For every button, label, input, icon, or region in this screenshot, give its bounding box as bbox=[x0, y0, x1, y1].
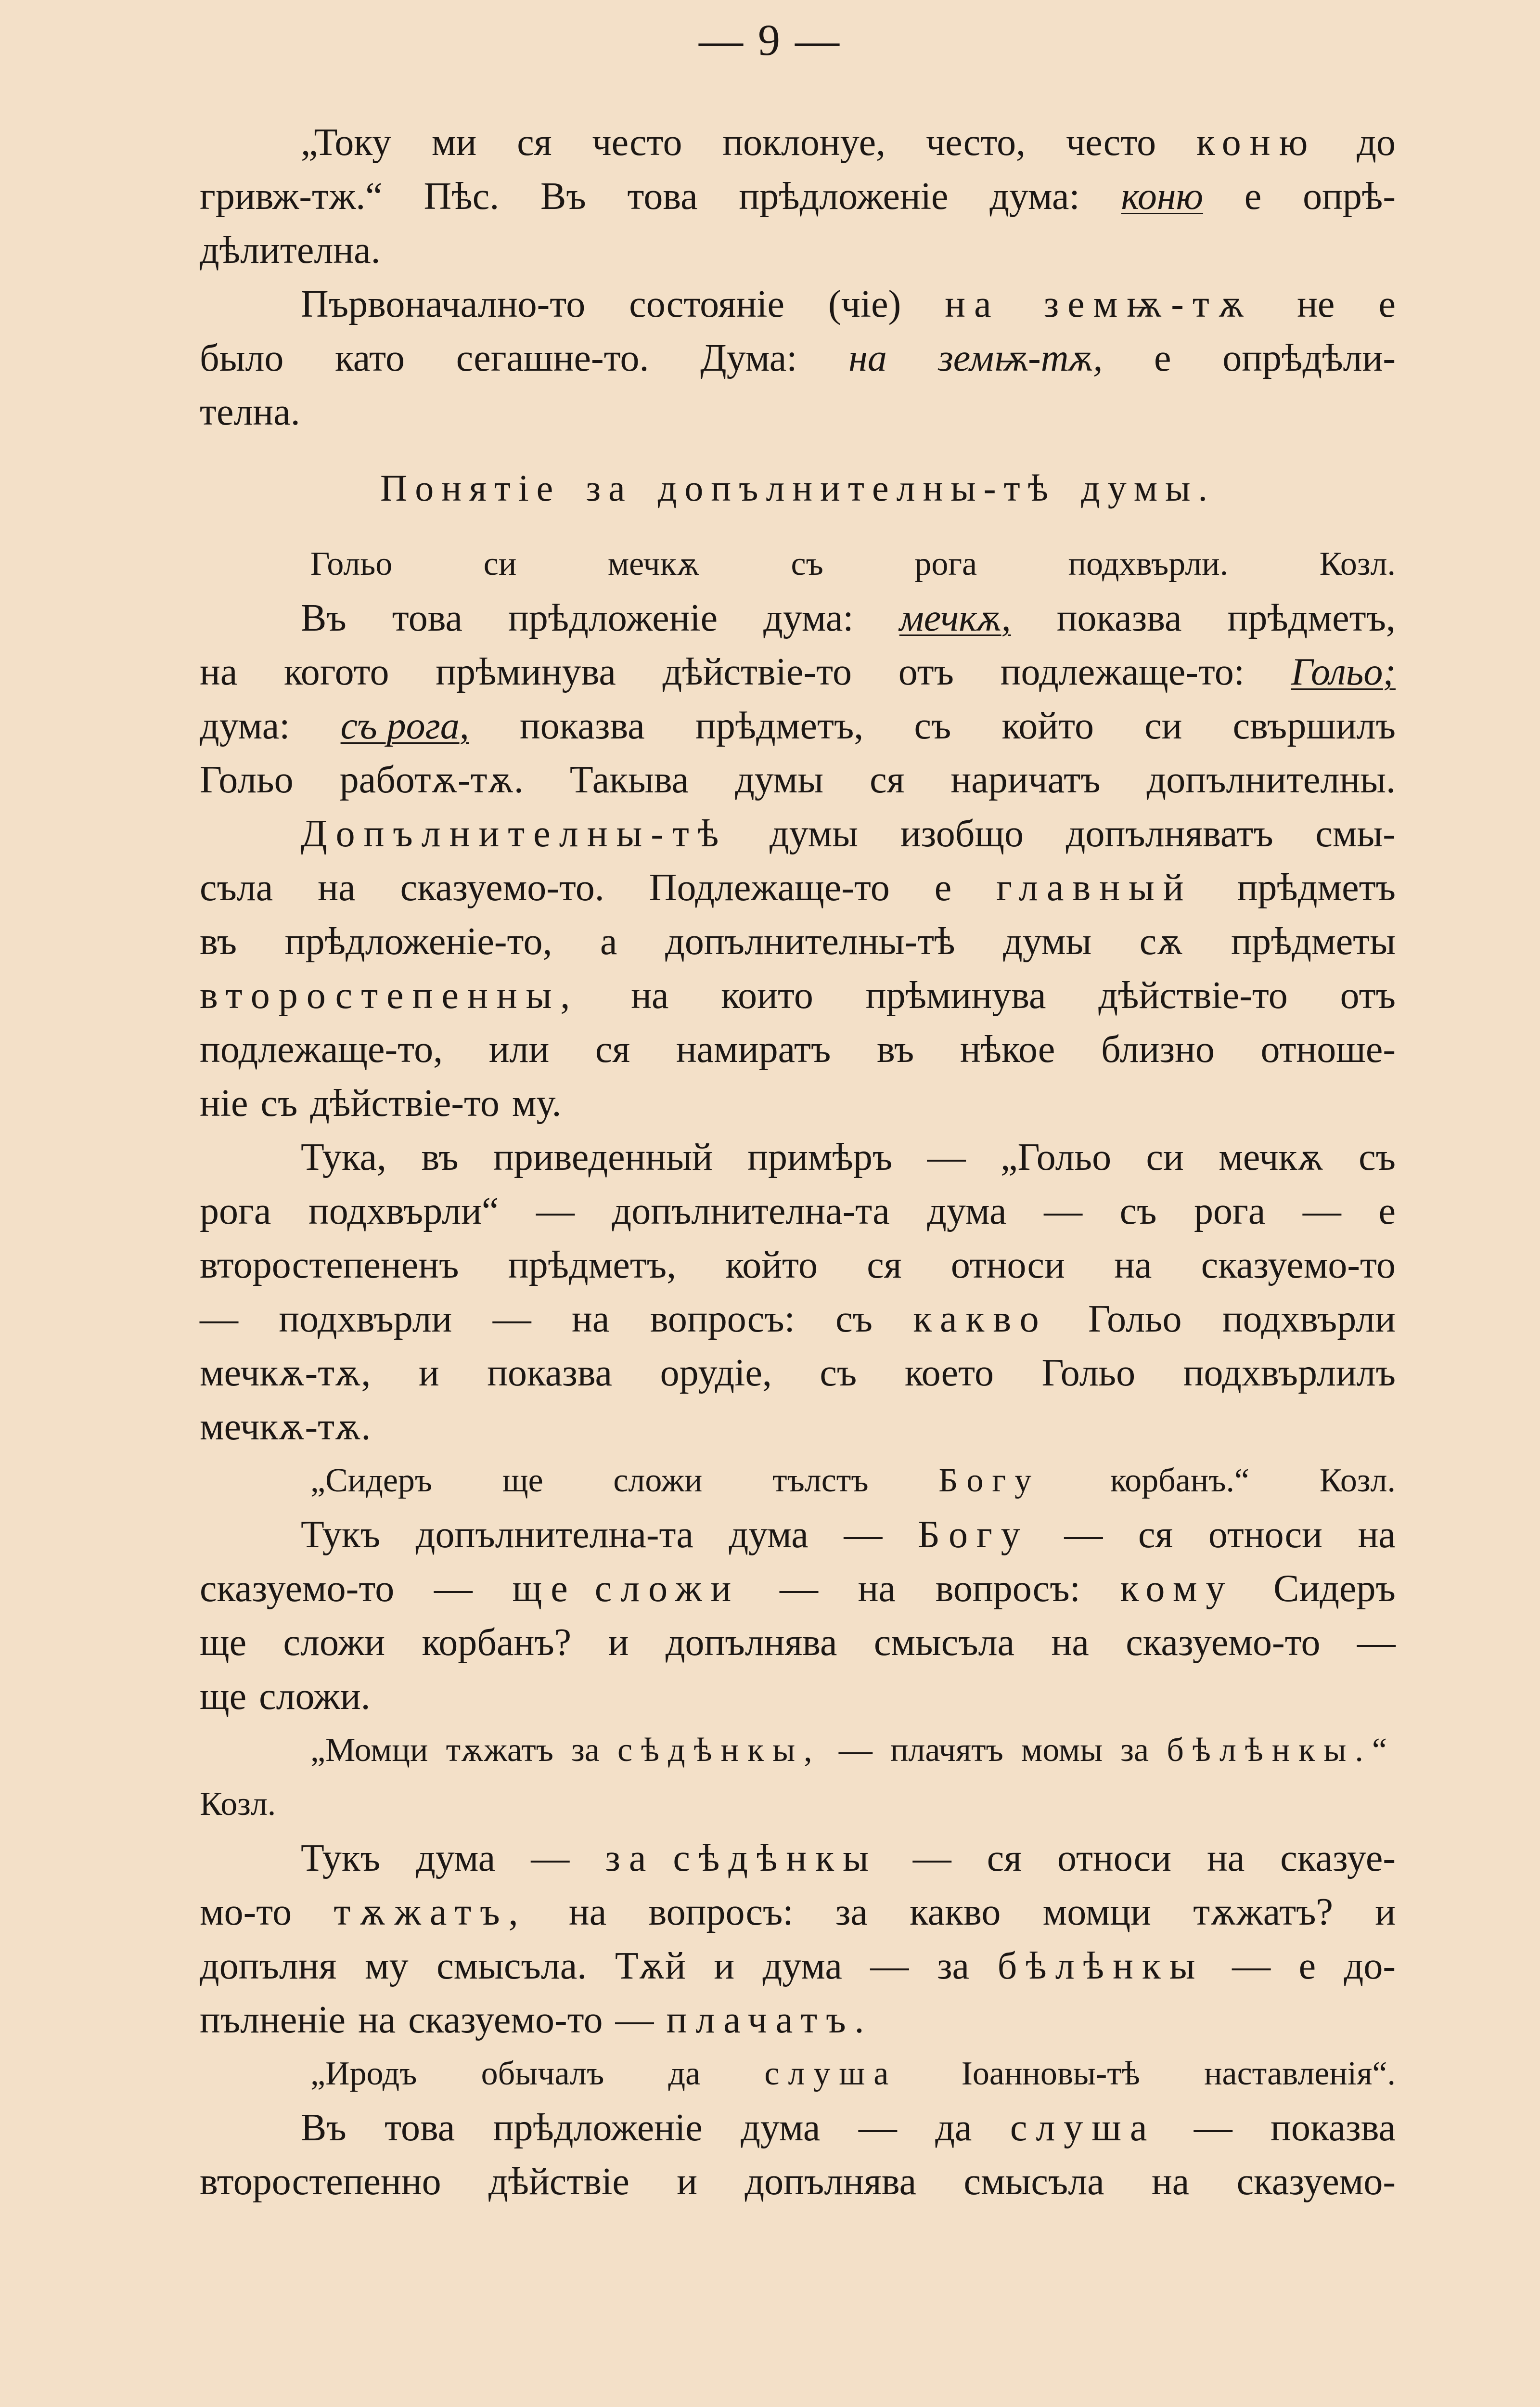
text-line bbox=[200, 2101, 1396, 2155]
word: си bbox=[1146, 1136, 1184, 1178]
word: — bbox=[844, 1514, 883, 1556]
word: коню bbox=[1196, 121, 1317, 164]
word: е bbox=[1154, 337, 1171, 379]
text-line bbox=[200, 1076, 1396, 1130]
text-line bbox=[200, 2155, 1396, 2209]
word: ся bbox=[1138, 1514, 1173, 1556]
text-line bbox=[200, 116, 1396, 169]
word: „Сидеръ bbox=[310, 1462, 433, 1499]
word: подхвърли“ bbox=[308, 1190, 499, 1232]
word: прѣдложеніе bbox=[739, 175, 949, 218]
word: поклонуе, bbox=[722, 121, 886, 164]
word: за bbox=[1120, 1732, 1149, 1769]
word: Гольо bbox=[310, 545, 393, 582]
word: Въ bbox=[540, 175, 586, 218]
word: — bbox=[492, 1298, 531, 1340]
word: Допълнителны-тѣ bbox=[301, 813, 728, 855]
word: сѣдѣнкы, bbox=[617, 1732, 821, 1769]
word: Подлежаще-то bbox=[649, 867, 890, 909]
word: — bbox=[1044, 1190, 1083, 1232]
word: „Току bbox=[301, 121, 392, 164]
word: примѣръ bbox=[747, 1136, 893, 1178]
word: съ bbox=[791, 545, 823, 582]
word: свършилъ bbox=[1232, 705, 1396, 747]
word: отноше- bbox=[1260, 1028, 1396, 1071]
word: изобщо bbox=[900, 813, 1024, 855]
word: Тукъ bbox=[301, 1837, 381, 1879]
word: до- bbox=[1344, 1945, 1396, 1987]
word: сложи bbox=[283, 1621, 385, 1664]
word: мечкѫ, bbox=[899, 597, 1011, 639]
word: който bbox=[725, 1244, 818, 1286]
word: какво bbox=[913, 1298, 1048, 1340]
text-line bbox=[200, 591, 1396, 645]
text-line bbox=[200, 969, 1396, 1022]
word: прѣминува bbox=[436, 651, 616, 693]
word: (чіе) bbox=[828, 283, 901, 325]
word: ся bbox=[595, 1028, 630, 1071]
page-number: — 9 — bbox=[699, 15, 841, 65]
word: второстепенно bbox=[200, 2161, 441, 2203]
word: му. bbox=[512, 1082, 562, 1125]
word: Пѣс. bbox=[424, 175, 500, 218]
word: ще bbox=[200, 1621, 247, 1664]
word: пълненіе bbox=[200, 1999, 346, 2041]
text-line bbox=[200, 1022, 1396, 1076]
word: опрѣдѣли- bbox=[1222, 337, 1396, 379]
word: второстепенны, bbox=[200, 974, 579, 1017]
word: — bbox=[1302, 1190, 1341, 1232]
word: на bbox=[568, 1891, 607, 1933]
word: сказуемо-то bbox=[1126, 1621, 1321, 1664]
text-line bbox=[200, 807, 1396, 861]
word: на bbox=[631, 974, 669, 1017]
word: допълнява bbox=[665, 1621, 837, 1664]
text-line bbox=[200, 1723, 1396, 1777]
word: наричатъ bbox=[950, 759, 1101, 801]
word: — bbox=[1232, 1945, 1271, 1987]
word: е bbox=[1378, 1190, 1396, 1232]
word: съ bbox=[260, 1082, 298, 1125]
word: съ bbox=[914, 705, 951, 747]
word: допълняватъ bbox=[1065, 813, 1273, 855]
word: опрѣ- bbox=[1303, 175, 1396, 218]
word: главный bbox=[996, 867, 1193, 909]
word: было bbox=[200, 337, 284, 379]
word: — bbox=[779, 1567, 818, 1610]
word: на bbox=[572, 1298, 610, 1340]
text-line bbox=[200, 1669, 1396, 1723]
word: — bbox=[1194, 2107, 1232, 2149]
text-line bbox=[200, 1616, 1396, 1669]
word: на bbox=[200, 651, 238, 693]
word: Богу bbox=[938, 1462, 1040, 1499]
word: Козл. bbox=[1319, 545, 1396, 582]
text-line bbox=[200, 1400, 1396, 1454]
word: прѣдложеніе bbox=[508, 597, 718, 639]
word: на bbox=[945, 283, 1000, 325]
word: подхвърли bbox=[1222, 1298, 1396, 1340]
word: мечкѫ bbox=[1219, 1136, 1324, 1178]
word: мечкѫ bbox=[607, 545, 700, 582]
word: за bbox=[571, 1732, 600, 1769]
word: относи bbox=[950, 1244, 1065, 1286]
word: често bbox=[1066, 121, 1156, 164]
word: коню bbox=[1121, 175, 1204, 218]
word: гривж-тж.“ bbox=[200, 175, 383, 218]
text-line bbox=[200, 2047, 1396, 2101]
word: сказуемо-то bbox=[408, 1999, 603, 2041]
word: въ bbox=[421, 1136, 459, 1178]
text-line bbox=[200, 861, 1396, 915]
word: Понятіе bbox=[380, 467, 561, 509]
word: момы bbox=[1021, 1732, 1103, 1769]
word: показва bbox=[519, 705, 645, 747]
word: думы bbox=[770, 813, 859, 855]
word: му bbox=[364, 1945, 409, 1987]
word: — bbox=[838, 1732, 873, 1769]
word: ще bbox=[502, 1462, 543, 1499]
word: си bbox=[483, 545, 517, 582]
word: прѣдложеніе bbox=[493, 2107, 703, 2149]
word: плачятъ bbox=[890, 1732, 1003, 1769]
word: е bbox=[1244, 175, 1262, 218]
word: дѣйствіе-то bbox=[310, 1082, 500, 1125]
word: корбанъ? bbox=[422, 1621, 572, 1664]
word: тѫжатъ, bbox=[334, 1891, 527, 1933]
word: рога bbox=[914, 545, 977, 582]
word: ся bbox=[867, 1244, 902, 1286]
word: и bbox=[714, 1945, 735, 1987]
word: ся bbox=[517, 121, 552, 164]
word: въ bbox=[877, 1028, 914, 1071]
word: не bbox=[1297, 283, 1335, 325]
word: показва bbox=[1270, 2107, 1396, 2149]
word: когото bbox=[284, 651, 389, 693]
word: нѣкое bbox=[960, 1028, 1055, 1071]
word: мечкѫ-тѫ. bbox=[200, 1406, 371, 1448]
word: тѫжатъ? bbox=[1193, 1891, 1333, 1933]
word: съ bbox=[1359, 1136, 1396, 1178]
text-line bbox=[200, 1346, 1396, 1400]
word: смы- bbox=[1315, 813, 1396, 855]
word: дѣйствіе-то bbox=[1098, 974, 1288, 1017]
word: ми bbox=[431, 121, 477, 164]
word: което bbox=[904, 1352, 994, 1394]
word: за bbox=[586, 467, 633, 509]
word: момци bbox=[1042, 1891, 1151, 1933]
word: на bbox=[358, 1999, 396, 2041]
word: рога bbox=[200, 1190, 271, 1232]
word: Тукъ bbox=[301, 1514, 381, 1556]
word: — bbox=[536, 1190, 575, 1232]
text-line bbox=[200, 223, 1396, 277]
text-line bbox=[200, 1292, 1396, 1346]
word: — bbox=[1064, 1514, 1103, 1556]
word: телна. bbox=[200, 391, 300, 433]
word: — bbox=[870, 1945, 909, 1987]
word: близно bbox=[1101, 1028, 1215, 1071]
word: допълнява bbox=[744, 2161, 917, 2203]
text-line bbox=[200, 699, 1396, 753]
word: состояніе bbox=[629, 283, 784, 325]
text-line bbox=[200, 277, 1396, 331]
word: дѣлителна. bbox=[200, 229, 381, 272]
word: съ рога, bbox=[340, 705, 469, 747]
word: плачатъ. bbox=[666, 1999, 873, 2041]
word: Тѫй bbox=[615, 1945, 686, 1987]
word: прѣдметы bbox=[1231, 920, 1396, 963]
word: това bbox=[385, 2107, 455, 2149]
word: смысъла bbox=[873, 1621, 1015, 1664]
word: земѭ-тѫ, bbox=[938, 337, 1103, 379]
word: е bbox=[934, 867, 952, 909]
word: дѣйствіе bbox=[488, 2161, 629, 2203]
word: Козл. bbox=[200, 1786, 276, 1823]
word: често bbox=[592, 121, 682, 164]
word: на bbox=[1207, 1837, 1245, 1879]
word: намиратъ bbox=[676, 1028, 831, 1071]
word: прѣдметъ, bbox=[508, 1244, 677, 1286]
word: орудіе, bbox=[660, 1352, 772, 1394]
text-line bbox=[200, 385, 1396, 439]
word: смысъла. bbox=[436, 1945, 587, 1987]
word: сказуемо-то. bbox=[400, 867, 604, 909]
word: дума: bbox=[200, 705, 290, 747]
text-line bbox=[200, 1831, 1396, 1885]
text-line bbox=[200, 1885, 1396, 1939]
word: на bbox=[848, 337, 887, 379]
word: на bbox=[1051, 1621, 1089, 1664]
word: и bbox=[677, 2161, 698, 2203]
word: какво bbox=[910, 1891, 1001, 1933]
word: вопросъ: bbox=[648, 1891, 794, 1933]
word: на bbox=[318, 867, 356, 909]
word: допълня bbox=[200, 1945, 337, 1987]
text-line bbox=[200, 1454, 1396, 1508]
word: земѭ-тѫ bbox=[1043, 283, 1254, 325]
word: прѣдложеніе-то, bbox=[284, 920, 552, 963]
word: сегашне-то. bbox=[456, 337, 649, 379]
word: или bbox=[488, 1028, 550, 1071]
word: като bbox=[335, 337, 405, 379]
word: на bbox=[1358, 1514, 1396, 1556]
word: съ bbox=[820, 1352, 857, 1394]
word: ще сложи bbox=[512, 1567, 740, 1610]
word: — bbox=[531, 1837, 570, 1879]
word: — bbox=[858, 2107, 897, 2149]
word: за bbox=[835, 1891, 868, 1933]
word: ще bbox=[200, 1675, 247, 1718]
body-text bbox=[200, 116, 1396, 2209]
word: и bbox=[418, 1352, 439, 1394]
word: дума bbox=[741, 2107, 821, 2149]
word: дума bbox=[729, 1514, 808, 1556]
word: Въ bbox=[301, 597, 346, 639]
word: често, bbox=[926, 121, 1026, 164]
word: допълнителна-та bbox=[612, 1190, 890, 1232]
word: относи bbox=[1057, 1837, 1172, 1879]
word: мо-то bbox=[200, 1891, 292, 1933]
word: за сѣдѣнкы bbox=[605, 1837, 877, 1879]
word: подлежаще-то: bbox=[1000, 651, 1245, 693]
word: дума: bbox=[763, 597, 854, 639]
word: прѣдметъ bbox=[1237, 867, 1396, 909]
word: мечкѫ-тѫ, bbox=[200, 1352, 371, 1394]
word: думы bbox=[735, 759, 824, 801]
word: „Гольо bbox=[1001, 1136, 1112, 1178]
word: показва bbox=[487, 1352, 613, 1394]
text-line bbox=[200, 537, 1396, 591]
word: Гольо; bbox=[1291, 651, 1396, 693]
word: ся bbox=[870, 759, 905, 801]
word: тълстъ bbox=[772, 1462, 869, 1499]
word: Іоанновы-тѣ bbox=[961, 2055, 1140, 2092]
word: вопросъ: bbox=[935, 1567, 1080, 1610]
word: Богу bbox=[918, 1514, 1029, 1556]
word: — bbox=[615, 1999, 654, 2041]
word: които bbox=[721, 974, 813, 1017]
word: съла bbox=[200, 867, 273, 909]
word: рога bbox=[1194, 1190, 1266, 1232]
word: това bbox=[627, 175, 698, 218]
word: отъ bbox=[898, 651, 954, 693]
word: слуша bbox=[764, 2055, 898, 2092]
word: относи bbox=[1208, 1514, 1322, 1556]
word: Гольо bbox=[1041, 1352, 1136, 1394]
word: Дума: bbox=[700, 337, 797, 379]
word: приведенный bbox=[493, 1136, 713, 1178]
word: сложи. bbox=[259, 1675, 371, 1718]
word: да bbox=[668, 2055, 701, 2092]
word: прѣдметъ, bbox=[1227, 597, 1396, 639]
word: — bbox=[927, 1136, 966, 1178]
word: „Момци bbox=[310, 1732, 428, 1769]
word: който bbox=[1001, 705, 1094, 747]
word: на bbox=[1114, 1244, 1152, 1286]
text-line bbox=[200, 1130, 1396, 1184]
word: вопросъ: bbox=[650, 1298, 795, 1340]
word: отъ bbox=[1340, 974, 1396, 1017]
word: дума bbox=[762, 1945, 842, 1987]
word: и bbox=[1375, 1891, 1396, 1933]
word: слуша bbox=[1010, 2107, 1156, 2149]
word: — bbox=[434, 1567, 473, 1610]
word: бѣлѣнкы bbox=[997, 1945, 1204, 1987]
word: прѣдметъ, bbox=[695, 705, 864, 747]
word: е bbox=[1298, 1945, 1316, 1987]
word: Въ bbox=[301, 2107, 346, 2149]
word: на bbox=[1151, 2161, 1190, 2203]
word: съ bbox=[835, 1298, 873, 1340]
word: допълнителна-та bbox=[415, 1514, 693, 1556]
word: показва bbox=[1056, 597, 1182, 639]
word: ся bbox=[987, 1837, 1022, 1879]
word: работѫ-тѫ. bbox=[339, 759, 524, 801]
word: дѣйствіе-то bbox=[662, 651, 852, 693]
text-line bbox=[200, 1939, 1396, 1993]
word: бѣлѣнкы.“ bbox=[1167, 1732, 1396, 1769]
word: дума bbox=[416, 1837, 496, 1879]
text-line bbox=[200, 915, 1396, 969]
word: Козл. bbox=[1319, 1462, 1396, 1499]
word: корбанъ.“ bbox=[1110, 1462, 1250, 1499]
text-line bbox=[200, 1562, 1396, 1616]
word: сказуемо- bbox=[1236, 2161, 1396, 2203]
word: Първоначално-то bbox=[301, 283, 586, 325]
word: тѫжатъ bbox=[446, 1732, 553, 1769]
text-line bbox=[200, 645, 1396, 699]
word: смысъла bbox=[963, 2161, 1104, 2203]
word: е bbox=[1378, 283, 1396, 325]
word: подхвърли bbox=[279, 1298, 452, 1340]
word: на bbox=[858, 1567, 896, 1610]
word: прѣминува bbox=[865, 974, 1046, 1017]
word: си bbox=[1144, 705, 1182, 747]
word: а bbox=[600, 920, 617, 963]
word: Тука, bbox=[301, 1136, 387, 1178]
word: Гольо bbox=[200, 759, 294, 801]
text-line bbox=[200, 169, 1396, 223]
word: и bbox=[608, 1621, 629, 1664]
word: въ bbox=[200, 920, 237, 963]
word: подхвърли. bbox=[1068, 545, 1229, 582]
word: сѫ bbox=[1139, 920, 1183, 963]
word: до bbox=[1357, 121, 1396, 164]
word: допълнителны. bbox=[1146, 759, 1396, 801]
word: второстепененъ bbox=[200, 1244, 459, 1286]
word: Гольо bbox=[1088, 1298, 1182, 1340]
word: съ bbox=[1119, 1190, 1157, 1232]
word: — bbox=[1357, 1621, 1396, 1664]
word: сказуемо-то bbox=[1201, 1244, 1396, 1286]
word: наставленія“. bbox=[1204, 2055, 1396, 2092]
word: сложи bbox=[613, 1462, 703, 1499]
word: Сидеръ bbox=[1273, 1567, 1396, 1610]
word: „Иродъ bbox=[310, 2055, 417, 2092]
word: — bbox=[912, 1837, 951, 1879]
text-line bbox=[200, 1184, 1396, 1238]
word: подхвърлилъ bbox=[1183, 1352, 1396, 1394]
word: дума bbox=[927, 1190, 1007, 1232]
word: думы bbox=[1003, 920, 1092, 963]
text-line bbox=[200, 1508, 1396, 1562]
word: допълнителны-тѣ bbox=[657, 467, 1056, 509]
word: обычалъ bbox=[481, 2055, 604, 2092]
word: думы. bbox=[1081, 467, 1216, 509]
text-line bbox=[200, 331, 1396, 385]
word: кому bbox=[1120, 1567, 1234, 1610]
word: допълнителны-тѣ bbox=[665, 920, 955, 963]
word: Такыва bbox=[569, 759, 689, 801]
text-line bbox=[200, 753, 1396, 807]
word: да bbox=[935, 2107, 972, 2149]
word: сказуе- bbox=[1280, 1837, 1396, 1879]
text-line bbox=[200, 1238, 1396, 1292]
text-line bbox=[200, 461, 1396, 515]
word: това bbox=[392, 597, 462, 639]
word: за bbox=[937, 1945, 970, 1987]
word: — bbox=[200, 1298, 238, 1340]
word: сказуемо-то bbox=[200, 1567, 395, 1610]
text-line bbox=[200, 1777, 1396, 1831]
word: ніе bbox=[200, 1082, 248, 1125]
word: дума: bbox=[989, 175, 1080, 218]
word: подлежаще-то, bbox=[200, 1028, 443, 1071]
text-line bbox=[200, 1993, 1396, 2047]
